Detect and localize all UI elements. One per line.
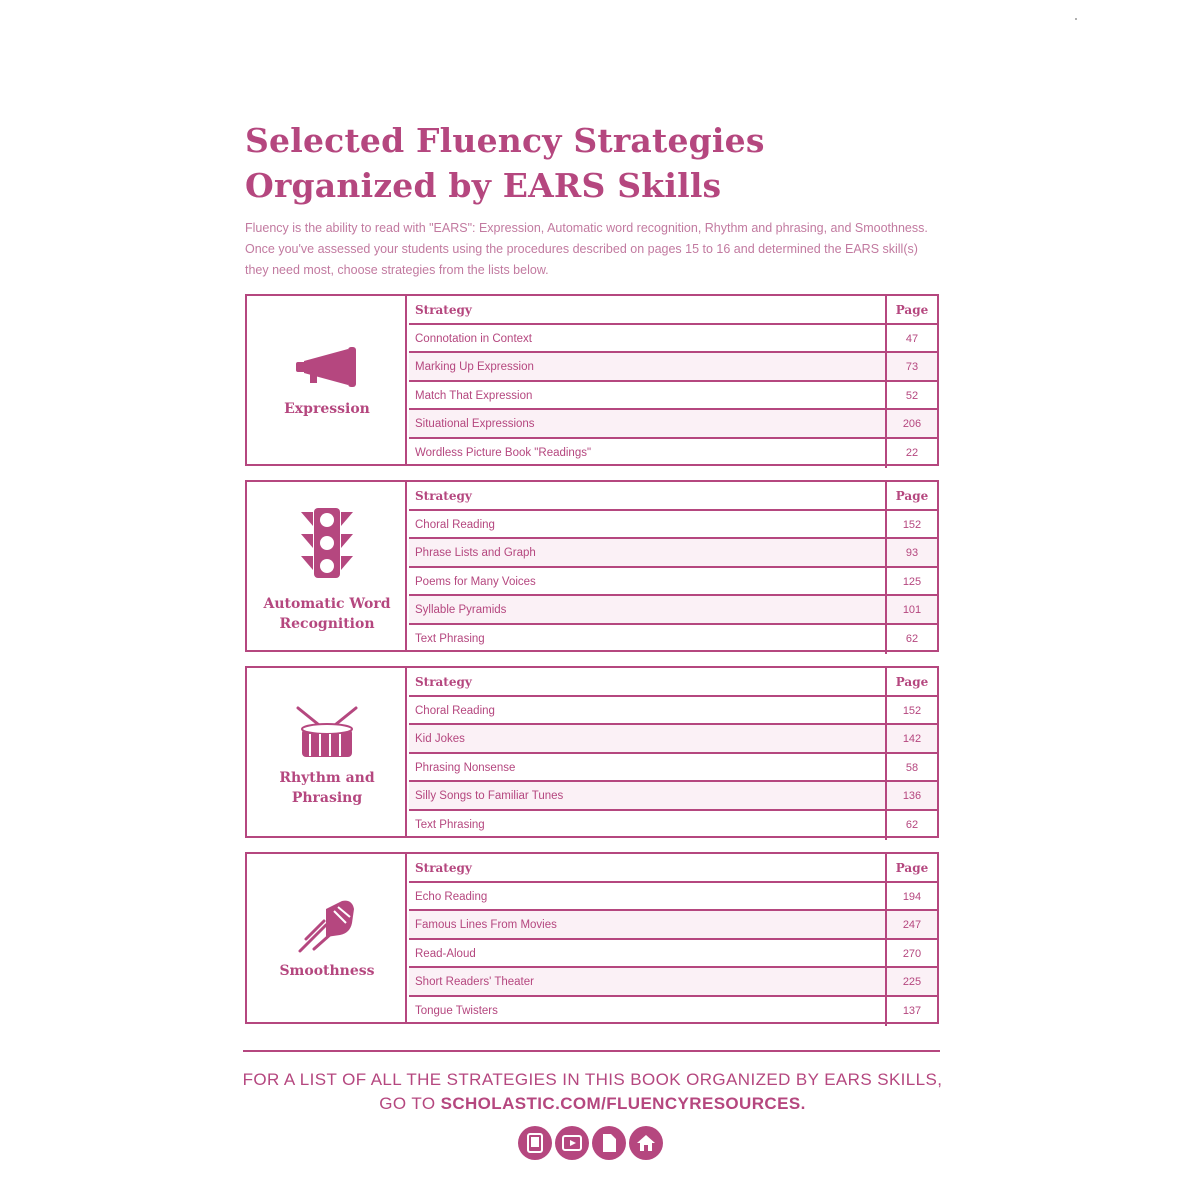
page-number: 47 [885,325,937,352]
page-number: 194 [885,883,937,910]
page-column-header: Page [885,296,937,323]
resource-link[interactable]: SCHOLASTIC.COM/FLUENCYRESOURCES. [440,1094,806,1113]
table-row [409,382,937,411]
fast-hand-icon [287,892,367,962]
page-number: 137 [885,997,937,1026]
strategy-name: Echo Reading [415,890,488,903]
page-number: 58 [885,754,937,781]
traffic-light-icon [287,508,367,578]
page-number: 62 [885,625,937,654]
strategy-name: Wordless Picture Book "Readings" [415,446,592,459]
footer-divider [243,1050,940,1052]
table-row [409,968,937,997]
page-number: 152 [885,697,937,724]
skill-name: Smoothness [279,963,375,979]
page-number: 142 [885,725,937,752]
skill-cell [247,482,407,650]
strategy-column-header: Strategy [415,303,472,317]
table-header [409,482,937,511]
table-row [409,596,937,625]
page-title [245,118,945,208]
table-header [409,854,937,883]
document-icon [592,1126,626,1160]
strategy-name: Text Phrasing [415,818,485,831]
strategy-name: Choral Reading [415,518,495,531]
strategy-name: Silly Songs to Familiar Tunes [415,790,564,803]
strategy-name: Connotation in Context [415,332,532,345]
strategy-name: Read-Aloud [415,947,476,960]
page-number: 247 [885,911,937,938]
strategy-column-header: Strategy [415,675,472,689]
table-row [409,811,937,840]
speck [1075,18,1077,20]
table-header [409,296,937,325]
table-row [409,782,937,811]
skill-name-line-2: Phrasing [291,790,363,806]
strategy-name: Famous Lines From Movies [415,919,557,932]
video-icon [555,1126,589,1160]
table-row [409,439,937,468]
resource-badges [518,1126,663,1162]
strategy-name: Phrasing Nonsense [415,761,516,774]
skill-name [247,594,407,634]
skill-name-line-1: Rhythm and [279,770,375,786]
skill-cell [247,296,407,464]
footer-note [240,1068,945,1116]
table-row [409,539,937,568]
strategy-name: Syllable Pyramids [415,604,507,617]
table-row [409,410,937,439]
page-column-header: Page [885,854,937,881]
table-row [409,625,937,654]
strategy-name: Poems for Many Voices [415,575,536,588]
strategy-name: Kid Jokes [415,733,465,746]
page-number: 62 [885,811,937,840]
table-row [409,568,937,597]
strategy-name: Match That Expression [415,389,533,402]
section-automatic-word-recognition [245,480,939,652]
page-number: 206 [885,410,937,437]
table-row [409,697,937,726]
page-number: 270 [885,940,937,967]
strategy-column-header: Strategy [415,861,472,875]
table-row [409,940,937,969]
table-row [409,353,937,382]
skill-cell [247,854,407,1022]
tablet-icon [518,1126,552,1160]
table-row [409,511,937,540]
page-number: 136 [885,782,937,809]
section-rhythm-and-phrasing [245,666,939,838]
title-line-1: Selected Fluency Strategies [245,121,765,160]
strategy-name: Text Phrasing [415,632,485,645]
page-column-header: Page [885,482,937,509]
strategy-table [409,482,937,654]
section-expression [245,294,939,466]
strategy-table [409,854,937,1026]
strategy-name: Choral Reading [415,704,495,717]
page-number: 52 [885,382,937,409]
skill-name [247,768,407,808]
page-column-header: Page [885,668,937,695]
strategy-name: Short Readers' Theater [415,976,534,989]
page-number: 125 [885,568,937,595]
strategy-name: Marking Up Expression [415,361,534,374]
strategy-column-header: Strategy [415,489,472,503]
table-row [409,997,937,1026]
title-line-2: Organized by EARS Skills [245,166,722,205]
page-number: 22 [885,439,937,468]
strategy-name: Situational Expressions [415,418,535,431]
page-number: 152 [885,511,937,538]
strategy-name: Tongue Twisters [415,1004,498,1017]
page-number: 225 [885,968,937,995]
home-icon [629,1126,663,1160]
table-row [409,883,937,912]
drum-icon [287,698,367,768]
table-header [409,668,937,697]
table-row [409,911,937,940]
strategy-table [409,668,937,840]
skill-name-line-1: Automatic Word [263,596,391,612]
intro-paragraph: Fluency is the ability to read with "EARS": Expression, Automatic word recognition, Rhythm and phrasing, and Smoothness. Once you've assessed your students using the procedures described on pages 15 to 16 and determined the EARS skill(s) they need most, choose strategies from the lists below. [245,221,928,277]
page-number: 73 [885,353,937,380]
skill-cell [247,668,407,836]
strategy-name: Phrase Lists and Graph [415,547,536,560]
table-row [409,325,937,354]
table-row [409,754,937,783]
strategy-table [409,296,937,468]
skill-name-line-2: Recognition [279,616,375,632]
skill-name: Expression [284,401,370,417]
footer-line-2-prefix: GO TO [379,1094,441,1113]
megaphone-icon [287,332,367,402]
table-row [409,725,937,754]
footer-line-1: FOR A LIST OF ALL THE STRATEGIES IN THIS BOOK ORGANIZED BY EARS SKILLS, [242,1070,943,1089]
page-number: 101 [885,596,937,623]
page-number: 93 [885,539,937,566]
section-smoothness [245,852,939,1024]
